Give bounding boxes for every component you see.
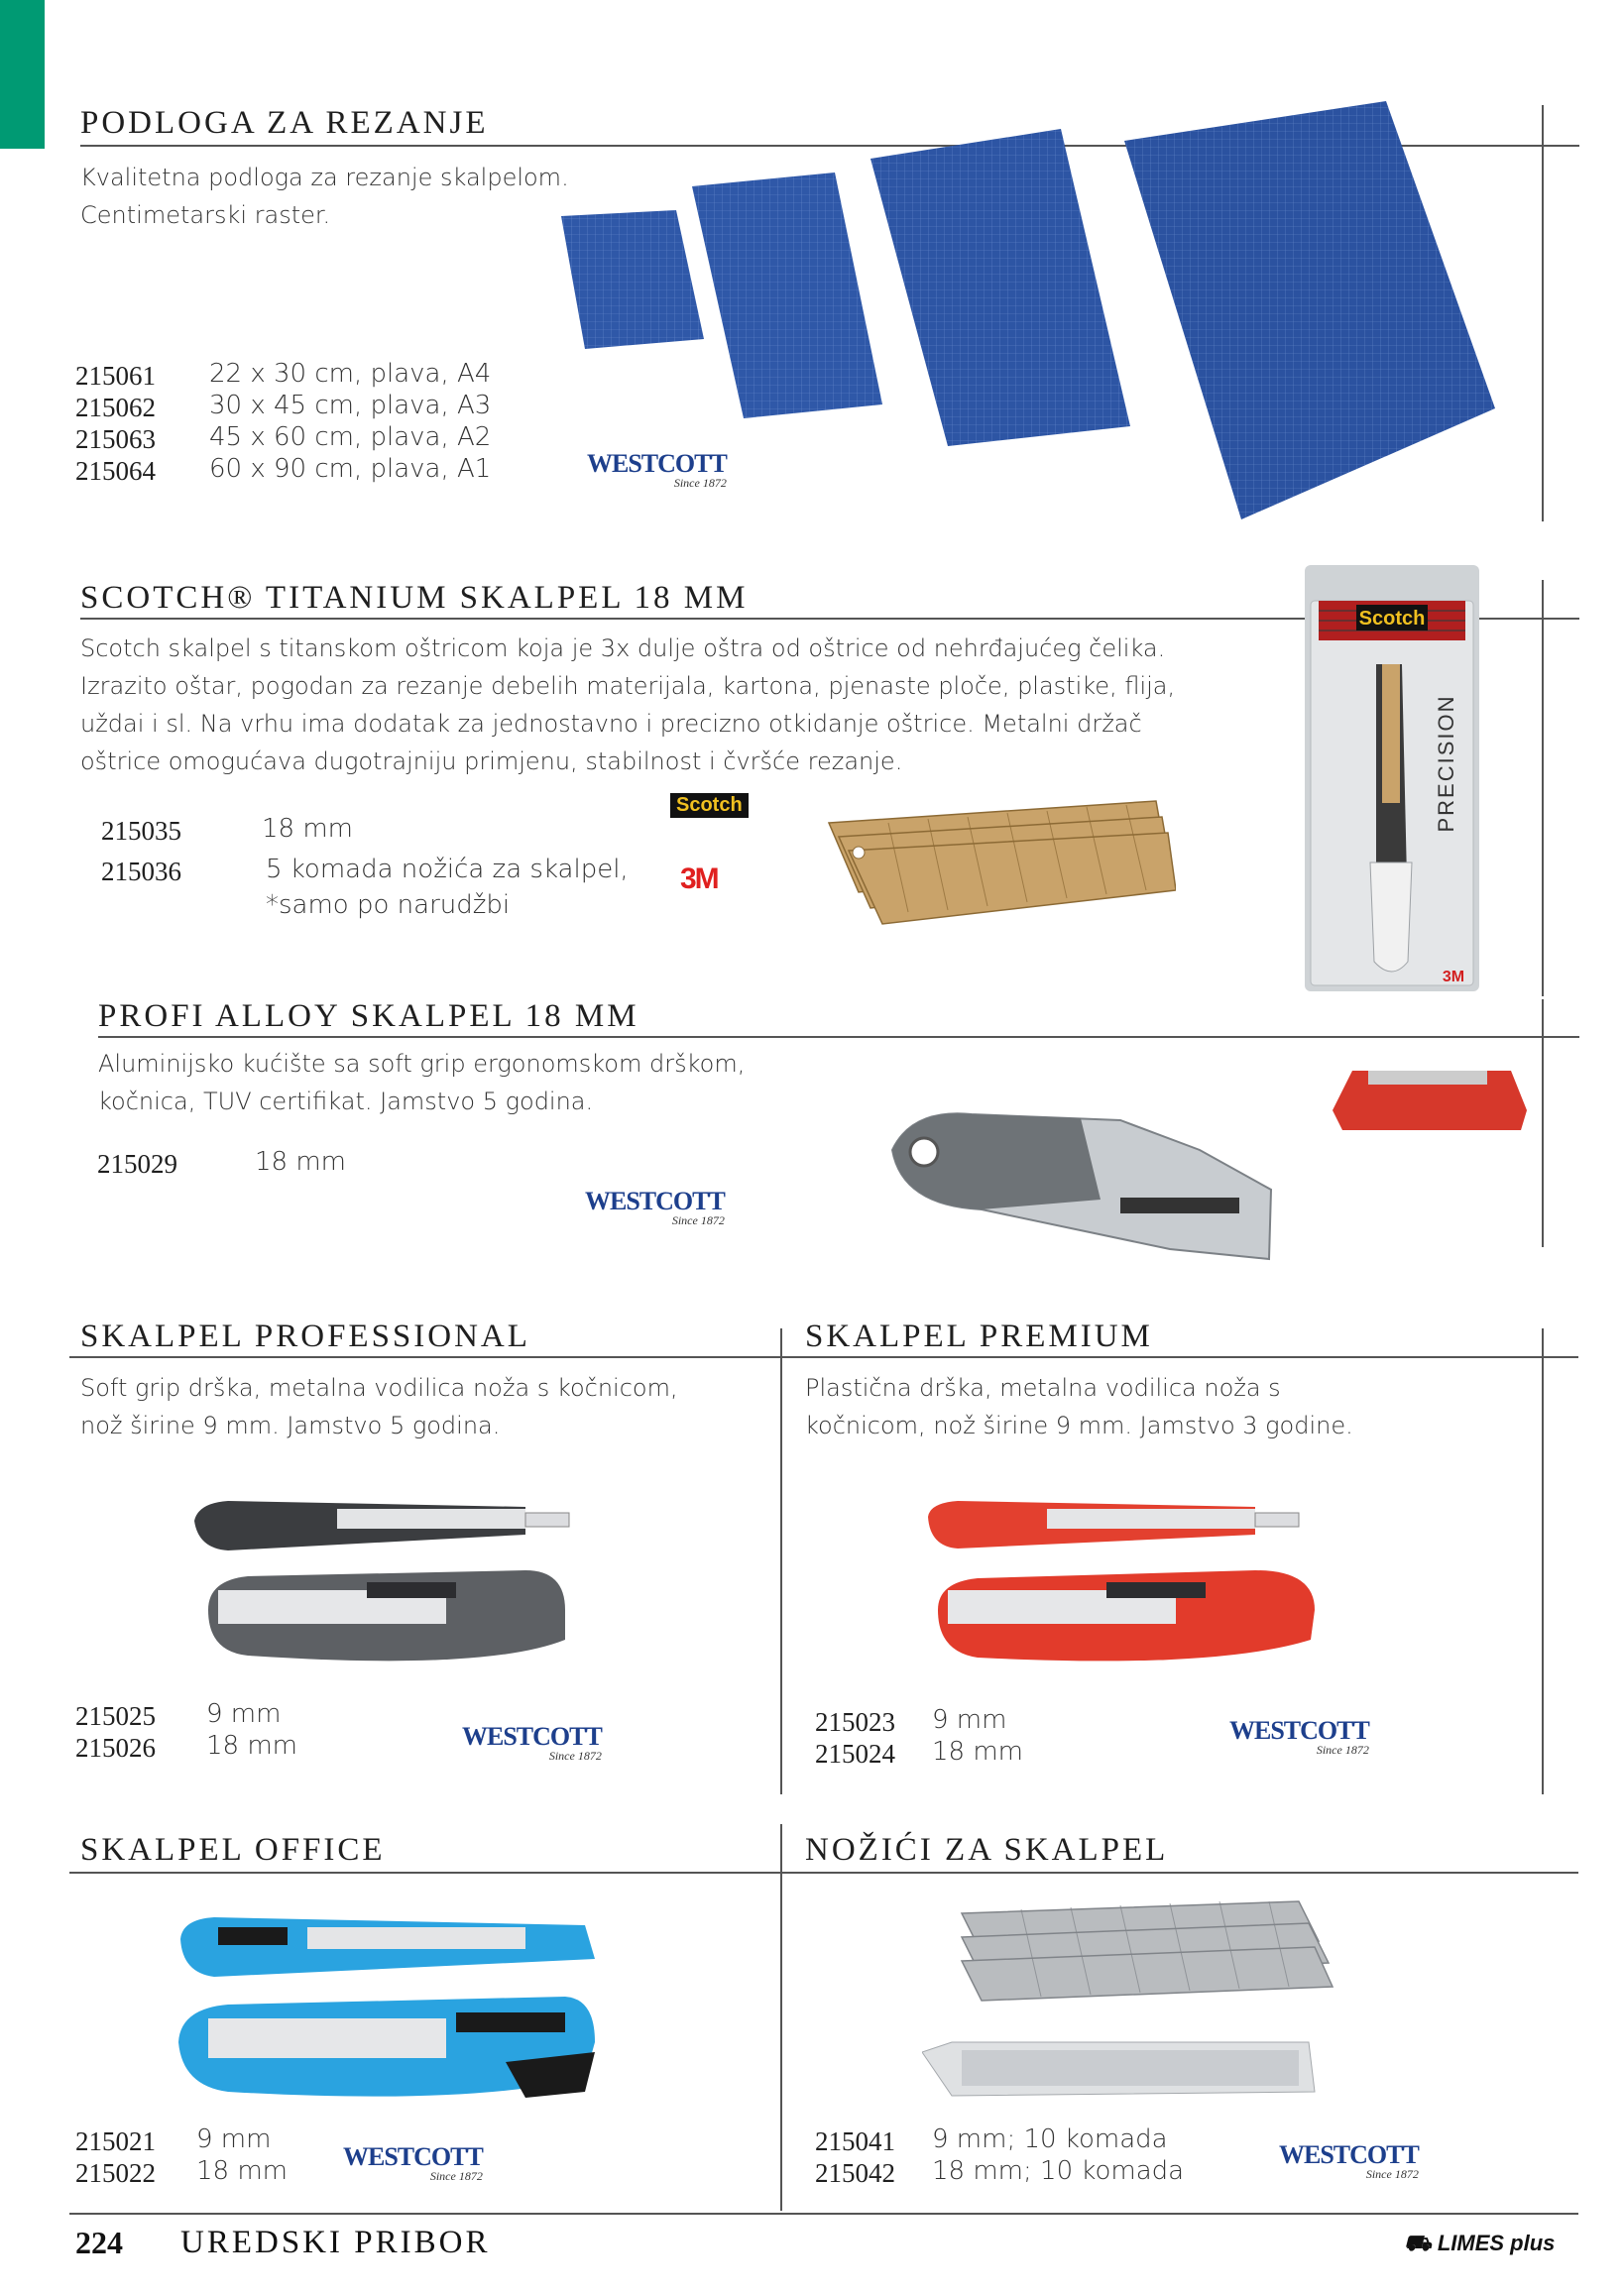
scotch-side-rule (1542, 580, 1544, 996)
profi-desc-line: kočnica, TUV certifikat. Jamstvo 5 godina. (98, 1088, 594, 1115)
scotch-description (80, 630, 1175, 780)
footer-rule (69, 2213, 1578, 2215)
profi-title-rule (98, 1036, 1579, 1038)
mat-a1 (1124, 101, 1495, 519)
item-code: 215023 (815, 1707, 895, 1737)
item-code: 215021 (75, 2126, 156, 2156)
office-knives-image (169, 1903, 605, 2112)
brand-since: Since 1872 (673, 476, 727, 490)
section-color-tab (0, 0, 45, 149)
item-code: 215035 (101, 816, 181, 846)
westcott-logo (1279, 2140, 1419, 2182)
premium-description (805, 1369, 1353, 1444)
item-code: 215061 (75, 361, 156, 391)
scotch-desc-line: uždai i sl. Na vrhu ima dodatak za jednostavno i precizno otkidanje oštrice. Metalni držač (80, 710, 1142, 738)
professional-description (80, 1369, 678, 1444)
package-scotch-label: Scotch (1358, 608, 1426, 630)
middle-title-rule (69, 1356, 1578, 1358)
item-value: 18 mm (932, 1737, 1024, 1767)
item-value: 60 x 90 cm, plava, A1 (209, 454, 492, 484)
item-value: 45 x 60 cm, plava, A2 (209, 422, 492, 452)
brand-since: Since 1872 (1316, 1743, 1369, 1757)
item-code: 215064 (75, 456, 156, 486)
mat-a3 (692, 172, 882, 418)
westcott-logo (1229, 1716, 1369, 1758)
item-value: 18 mm (255, 1147, 347, 1177)
item-code: 215063 (75, 424, 156, 454)
scotch-desc-line: Scotch skalpel s titanskom oštricom koja je 3x dulje oštra od oštrice od nehrđajućeg čelika. (80, 634, 1166, 662)
scotch-desc-line: Izrazito oštar, pogodan za rezanje debelih materijala, kartona, pjenaste ploče, plastike, flija, (80, 672, 1176, 700)
item-value: 9 mm (196, 2124, 272, 2154)
mat-a2 (870, 129, 1130, 446)
item-code: 215042 (815, 2158, 895, 2188)
cutting-mats-image (555, 99, 1586, 535)
office-title: SKALPEL OFFICE (80, 1832, 386, 1868)
item-value: 22 x 30 cm, plava, A4 (209, 359, 492, 389)
item-value: 9 mm (932, 1705, 1007, 1735)
brand-since: Since 1872 (1365, 2167, 1419, 2181)
professional-title: SKALPEL PROFESSIONAL (80, 1319, 530, 1354)
scotch-blades-image (819, 793, 1176, 932)
profi-side-rule (1542, 999, 1544, 1247)
scotch-package-image (1305, 565, 1479, 991)
truck-icon: ⛟ (1404, 2231, 1432, 2255)
bottom-column-rule (780, 1824, 782, 2211)
mat-a4 (561, 210, 704, 349)
brand-since: Since 1872 (429, 2169, 483, 2183)
blade-dispenser-image (1333, 1061, 1527, 1140)
brand-name: WESTCOTT (587, 449, 727, 478)
item-code: 215029 (97, 1149, 177, 1179)
professional-knives-image (188, 1491, 585, 1679)
brand-name: WESTCOTT (1229, 1716, 1369, 1745)
profi-alloy-knife-image (872, 1090, 1289, 1269)
mat-desc-line: Kvalitetna podloga za rezanje skalpelom. (80, 164, 569, 191)
item-value: 18 mm (206, 1731, 298, 1761)
item-code: 215022 (75, 2158, 156, 2188)
profi-desc-line: Aluminijsko kućište sa soft grip ergonomskom drškom, (98, 1050, 746, 1078)
item-value: 18 mm; 10 komada (932, 2156, 1185, 2186)
blades-image (922, 1893, 1338, 2112)
mat-title: PODLOGA ZA REZANJE (80, 105, 489, 141)
profi-title: PROFI ALLOY SKALPEL 18 MM (98, 998, 639, 1034)
brand-name: WESTCOTT (585, 1187, 725, 1215)
scotch-title: SCOTCH® TITANIUM SKALPEL 18 MM (80, 580, 749, 616)
item-value: 18 mm (196, 2156, 289, 2186)
limes-logo-text: LIMES plus (1437, 2231, 1556, 2255)
mat-desc-line: Centimetarski raster. (80, 201, 331, 229)
westcott-logo (585, 1187, 725, 1228)
brand-since: Since 1872 (548, 1749, 602, 1763)
middle-side-rule (1542, 1328, 1544, 1794)
westcott-logo (462, 1722, 602, 1764)
item-code: 215041 (815, 2126, 895, 2156)
premium-desc-line: kočnicom, nož širine 9 mm. Jamstvo 3 godine. (805, 1412, 1353, 1439)
brand-name: WESTCOTT (462, 1722, 602, 1751)
item-code: 215024 (815, 1739, 895, 1769)
professional-desc-line: nož širine 9 mm. Jamstvo 5 godina. (80, 1412, 501, 1439)
item-value: 9 mm (206, 1699, 282, 1729)
page-number: 224 (75, 2225, 123, 2260)
scotch-desc-line: oštrice omogućava dugotrajniju primjenu, stabilnost i čvršće rezanje. (80, 747, 903, 775)
mat-description (80, 159, 569, 234)
package-precision-label: PRECISION (1434, 694, 1458, 833)
item-code: 215036 (101, 857, 181, 886)
3m-logo: 3M (680, 862, 718, 895)
item-value: 9 mm; 10 komada (932, 2124, 1168, 2154)
item-value: 30 x 45 cm, plava, A3 (209, 391, 492, 420)
premium-desc-line: Plastična drška, metalna vodilica noža s (805, 1374, 1281, 1402)
brand-since: Since 1872 (671, 1213, 725, 1227)
item-code: 215026 (75, 1733, 156, 1763)
item-code: 215062 (75, 393, 156, 422)
professional-desc-line: Soft grip drška, metalna vodilica noža s kočnicom, (80, 1374, 678, 1402)
brand-name: WESTCOTT (1279, 2140, 1419, 2169)
premium-knives-image (918, 1491, 1334, 1679)
limes-plus-logo (1404, 2231, 1555, 2259)
scotch-logo: Scotch (670, 793, 749, 818)
bottom-title-rule (69, 1872, 1578, 1874)
item-code: 215025 (75, 1701, 156, 1731)
item-note: *samo po narudžbi (266, 890, 511, 920)
item-value: 5 komada nožića za skalpel, (266, 855, 629, 884)
premium-title: SKALPEL PREMIUM (805, 1319, 1153, 1354)
westcott-logo (343, 2142, 483, 2184)
package-3m-label: 3M (1442, 969, 1465, 985)
item-value: 18 mm (262, 814, 354, 844)
section-title: UREDSKI PRIBOR (180, 2225, 491, 2260)
blades-title: NOŽIĆI ZA SKALPEL (805, 1832, 1169, 1868)
profi-description (98, 1045, 745, 1120)
brand-name: WESTCOTT (343, 2142, 483, 2171)
middle-column-rule (780, 1328, 782, 1794)
